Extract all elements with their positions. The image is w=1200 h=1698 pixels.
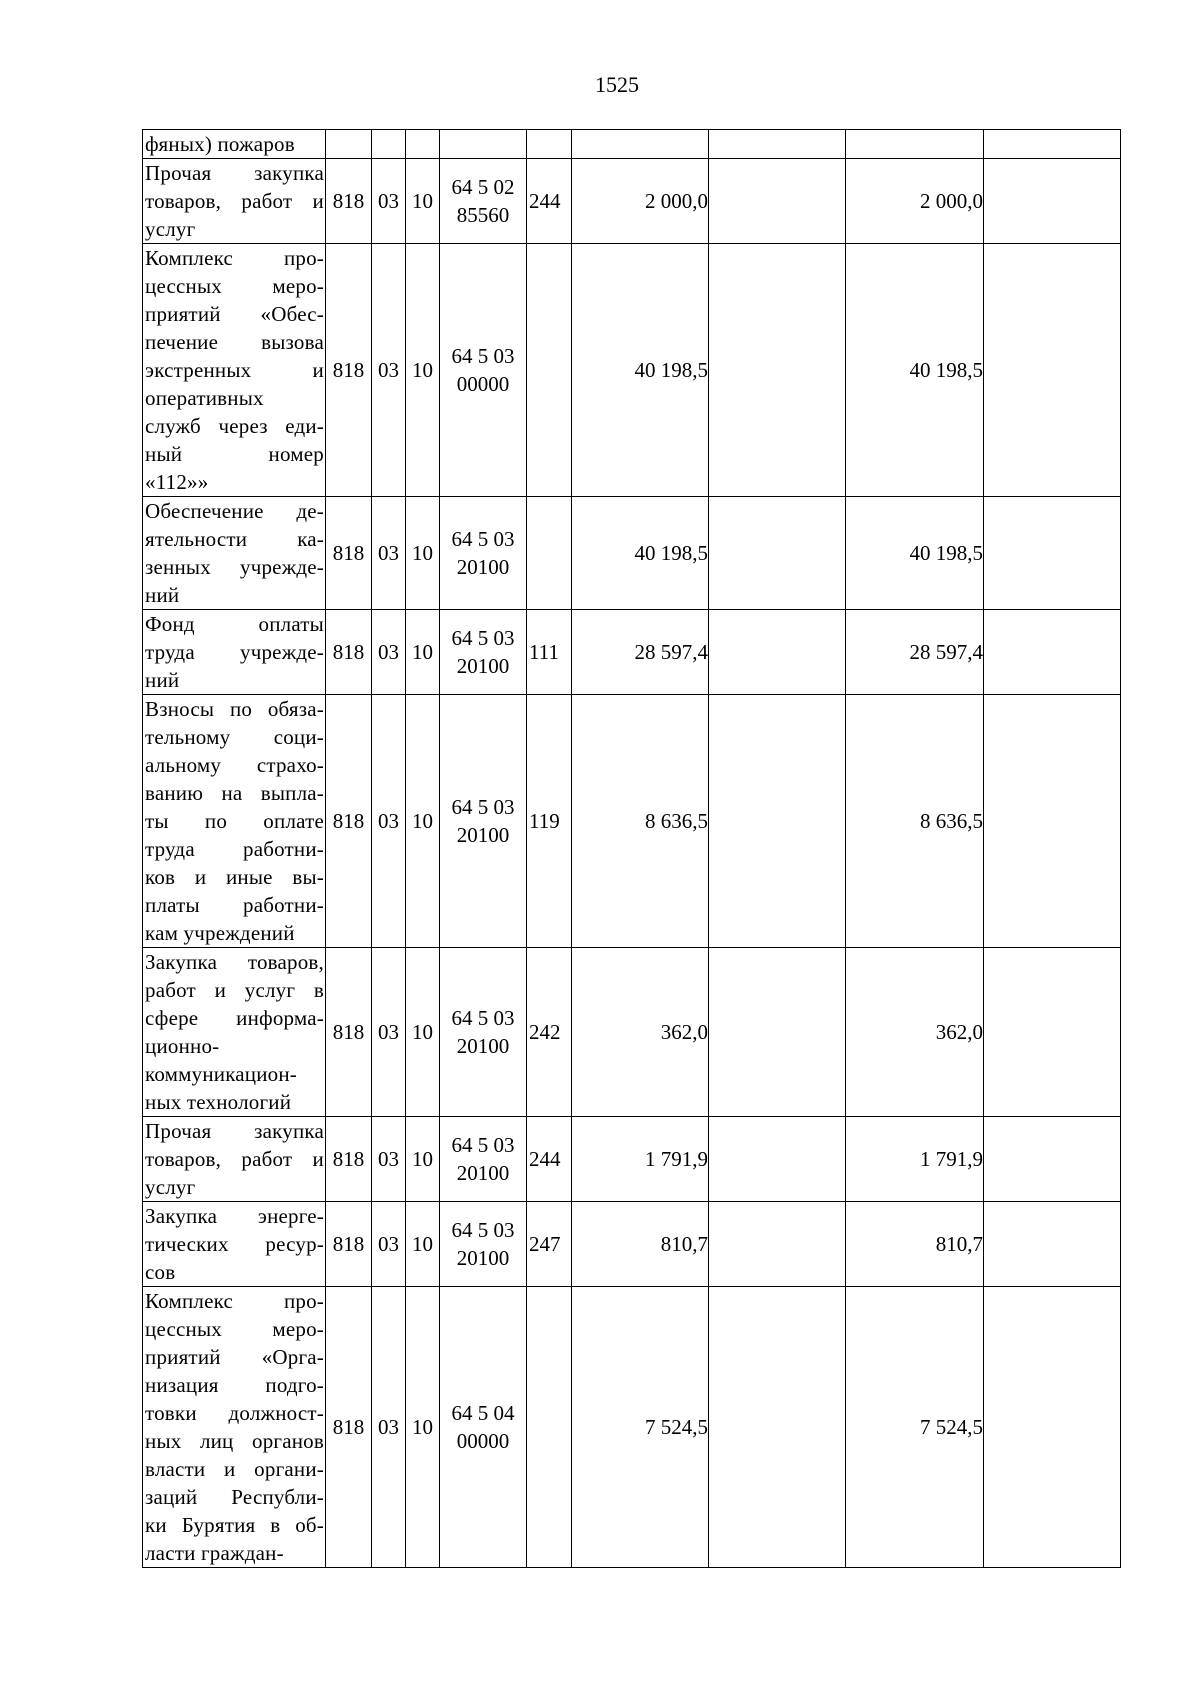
amount-cell-3: 40 198,5 (846, 244, 984, 497)
row-name-cell (143, 695, 326, 948)
table-row (143, 610, 1121, 695)
row-name-line: товки должност- (145, 1401, 324, 1425)
amount-cell-2 (709, 244, 846, 497)
subsection-code-cell (406, 130, 440, 159)
row-name-line: Взносы по обяза- (145, 697, 324, 721)
table-row (143, 159, 1121, 244)
row-name-line: Комплекс про- (145, 246, 324, 270)
amount-cell-1: 2 000,0 (572, 159, 709, 244)
row-name-line: услуг (145, 1175, 196, 1199)
amount-cell-3: 28 597,4 (846, 610, 984, 695)
row-name-cell (143, 244, 326, 497)
target-code-cell (440, 1117, 527, 1202)
row-name-line: ятельности ка- (145, 527, 324, 551)
row-name-line: тельному соци- (145, 725, 324, 749)
target-code-part: 20100 (456, 654, 510, 678)
subsection-code-cell: 10 (406, 244, 440, 497)
target-code-part: 64 5 03 (451, 1006, 515, 1030)
table-row (143, 497, 1121, 610)
subsection-code-cell: 10 (406, 1202, 440, 1287)
expense-type-cell: 242 (527, 948, 572, 1117)
target-code-part: 64 5 03 (451, 344, 515, 368)
section-code-cell: 03 (372, 610, 406, 695)
target-code-part: 00000 (456, 1429, 510, 1453)
row-name-line: фяных) пожаров (145, 132, 295, 156)
table-row (143, 1117, 1121, 1202)
expense-type-cell (527, 1287, 572, 1568)
amount-cell-4 (984, 159, 1121, 244)
row-name-line: кам учреждений (145, 921, 295, 945)
amount-cell-4 (984, 695, 1121, 948)
amount-cell-2 (709, 1117, 846, 1202)
amount-cell-4 (984, 1117, 1121, 1202)
amount-cell-2 (709, 1287, 846, 1568)
target-code-part: 64 5 03 (451, 1218, 515, 1242)
row-name-line: Фонд оплаты (145, 612, 324, 636)
subsection-code-cell: 10 (406, 159, 440, 244)
row-name-line: зенных учрежде- (145, 555, 324, 579)
amount-cell-1: 28 597,4 (572, 610, 709, 695)
row-name-line: работ и услуг в (145, 978, 324, 1002)
amount-cell-3: 8 636,5 (846, 695, 984, 948)
amount-cell-1 (572, 130, 709, 159)
row-name-line: Обеспечение де- (145, 499, 324, 523)
row-name-line: сов (145, 1260, 176, 1284)
target-code-cell (440, 244, 527, 497)
row-name-line: «112»» (145, 470, 209, 494)
section-code-cell: 03 (372, 497, 406, 610)
subsection-code-cell: 10 (406, 1287, 440, 1568)
row-name-line: товаров, работ и (145, 1147, 324, 1171)
amount-cell-1: 40 198,5 (572, 244, 709, 497)
section-code-cell (372, 130, 406, 159)
row-name-cell (143, 1202, 326, 1287)
admin-code-cell: 818 (326, 1202, 372, 1287)
row-name-line: ных лиц органов (145, 1429, 324, 1453)
row-name-line: услуг (145, 217, 196, 241)
target-code-cell (440, 159, 527, 244)
admin-code-cell: 818 (326, 1117, 372, 1202)
expense-type-cell: 247 (527, 1202, 572, 1287)
amount-cell-1: 8 636,5 (572, 695, 709, 948)
amount-cell-2 (709, 610, 846, 695)
section-code-cell: 03 (372, 159, 406, 244)
amount-cell-4 (984, 130, 1121, 159)
admin-code-cell: 818 (326, 244, 372, 497)
section-code-cell: 03 (372, 695, 406, 948)
row-name-line: печение вызова (145, 330, 324, 354)
target-code-cell (440, 130, 527, 159)
page-number: 1525 (595, 72, 639, 97)
row-name-line: ласти граждан- (145, 1541, 284, 1565)
row-name-line: Закупка энерге- (145, 1204, 324, 1228)
admin-code-cell: 818 (326, 610, 372, 695)
row-name-line: ных технологий (145, 1090, 292, 1114)
amount-cell-2 (709, 695, 846, 948)
row-name-line: низация подго- (145, 1373, 324, 1397)
subsection-code-cell: 10 (406, 948, 440, 1117)
amount-cell-4 (984, 1287, 1121, 1568)
row-name-line: ванию на выпла- (145, 781, 324, 805)
row-name-line: заций Республи- (145, 1485, 324, 1509)
target-code-cell (440, 695, 527, 948)
section-code-cell: 03 (372, 1117, 406, 1202)
target-code-cell (440, 1287, 527, 1568)
budget-table (142, 129, 1121, 1568)
row-name-line: ки Бурятия в об- (145, 1513, 324, 1537)
amount-cell-3: 1 791,9 (846, 1117, 984, 1202)
row-name-line: цессных меро- (145, 274, 324, 298)
table-row (143, 948, 1121, 1117)
target-code-part: 00000 (456, 372, 510, 396)
row-name-line: Прочая закупка (145, 161, 324, 185)
row-name-cell (143, 1287, 326, 1568)
target-code-part: 20100 (456, 823, 510, 847)
row-name-line: ний (145, 583, 180, 607)
expense-type-cell: 244 (527, 1117, 572, 1202)
amount-cell-4 (984, 948, 1121, 1117)
admin-code-cell: 818 (326, 1287, 372, 1568)
target-code-cell (440, 497, 527, 610)
amount-cell-2 (709, 130, 846, 159)
amount-cell-1: 362,0 (572, 948, 709, 1117)
target-code-cell (440, 610, 527, 695)
row-name-cell (143, 610, 326, 695)
table-row (143, 1287, 1121, 1568)
row-name-line: служб через еди- (145, 414, 324, 438)
section-code-cell: 03 (372, 1202, 406, 1287)
target-code-part: 64 5 03 (451, 1133, 515, 1157)
amount-cell-2 (709, 497, 846, 610)
row-name-cell (143, 948, 326, 1117)
target-code-part: 20100 (456, 1034, 510, 1058)
amount-cell-2 (709, 159, 846, 244)
row-name-line: ты по оплате (145, 809, 324, 833)
admin-code-cell: 818 (326, 497, 372, 610)
target-code-part: 20100 (456, 1246, 510, 1270)
amount-cell-3: 7 524,5 (846, 1287, 984, 1568)
subsection-code-cell: 10 (406, 497, 440, 610)
section-code-cell: 03 (372, 948, 406, 1117)
row-name-line: оперативных (145, 386, 264, 410)
row-name-line: альному страхо- (145, 753, 324, 777)
target-code-part: 85560 (456, 203, 510, 227)
row-name-line: экстренных и (145, 358, 324, 382)
admin-code-cell (326, 130, 372, 159)
subsection-code-cell: 10 (406, 610, 440, 695)
table-row (143, 1202, 1121, 1287)
table-row (143, 130, 1121, 159)
expense-type-cell (527, 244, 572, 497)
row-name-line: приятий «Обес- (145, 302, 324, 326)
row-name-cell (143, 130, 326, 159)
amount-cell-4 (984, 244, 1121, 497)
expense-type-cell: 111 (527, 610, 572, 695)
row-name-line: товаров, работ и (145, 189, 324, 213)
row-name-line: ний (145, 668, 180, 692)
row-name-line: труда работни- (145, 837, 324, 861)
section-code-cell: 03 (372, 244, 406, 497)
target-code-cell (440, 1202, 527, 1287)
row-name-line: сфере информа- (145, 1006, 324, 1030)
target-code-part: 64 5 03 (451, 626, 515, 650)
table-row (143, 244, 1121, 497)
row-name-cell (143, 497, 326, 610)
admin-code-cell: 818 (326, 948, 372, 1117)
amount-cell-4 (984, 610, 1121, 695)
target-code-part: 64 5 02 (451, 175, 515, 199)
amount-cell-3: 2 000,0 (846, 159, 984, 244)
row-name-line: коммуникацион- (145, 1062, 298, 1086)
row-name-line: Прочая закупка (145, 1119, 324, 1143)
section-code-cell: 03 (372, 1287, 406, 1568)
row-name-line: платы работни- (145, 893, 324, 917)
target-code-part: 64 5 04 (451, 1401, 515, 1425)
amount-cell-1: 1 791,9 (572, 1117, 709, 1202)
amount-cell-4 (984, 1202, 1121, 1287)
target-code-part: 20100 (456, 1161, 510, 1185)
amount-cell-3: 362,0 (846, 948, 984, 1117)
table-body (143, 130, 1121, 1568)
row-name-line: приятий «Орга- (145, 1345, 324, 1369)
subsection-code-cell: 10 (406, 695, 440, 948)
target-code-part: 64 5 03 (451, 527, 515, 551)
row-name-line: Комплекс про- (145, 1289, 324, 1313)
target-code-part: 20100 (456, 555, 510, 579)
amount-cell-2 (709, 948, 846, 1117)
expense-type-cell (527, 497, 572, 610)
row-name-line: Закупка товаров, (145, 950, 324, 974)
expense-type-cell: 119 (527, 695, 572, 948)
row-name-line: власти и органи- (145, 1457, 324, 1481)
admin-code-cell: 818 (326, 159, 372, 244)
row-name-line: ков и иные вы- (145, 865, 324, 889)
target-code-part: 64 5 03 (451, 795, 515, 819)
amount-cell-1: 40 198,5 (572, 497, 709, 610)
amount-cell-2 (709, 1202, 846, 1287)
row-name-line: ционно- (145, 1034, 220, 1058)
expense-type-cell (527, 130, 572, 159)
admin-code-cell: 818 (326, 695, 372, 948)
target-code-cell (440, 948, 527, 1117)
row-name-line: цессных меро- (145, 1317, 324, 1341)
amount-cell-3: 40 198,5 (846, 497, 984, 610)
row-name-cell (143, 1117, 326, 1202)
row-name-cell (143, 159, 326, 244)
row-name-line: ный номер (145, 442, 324, 466)
subsection-code-cell: 10 (406, 1117, 440, 1202)
amount-cell-3 (846, 130, 984, 159)
table-row (143, 695, 1121, 948)
row-name-line: тических ресур- (145, 1232, 324, 1256)
expense-type-cell: 244 (527, 159, 572, 244)
amount-cell-3: 810,7 (846, 1202, 984, 1287)
amount-cell-4 (984, 497, 1121, 610)
row-name-line: труда учрежде- (145, 640, 324, 664)
amount-cell-1: 7 524,5 (572, 1287, 709, 1568)
amount-cell-1: 810,7 (572, 1202, 709, 1287)
